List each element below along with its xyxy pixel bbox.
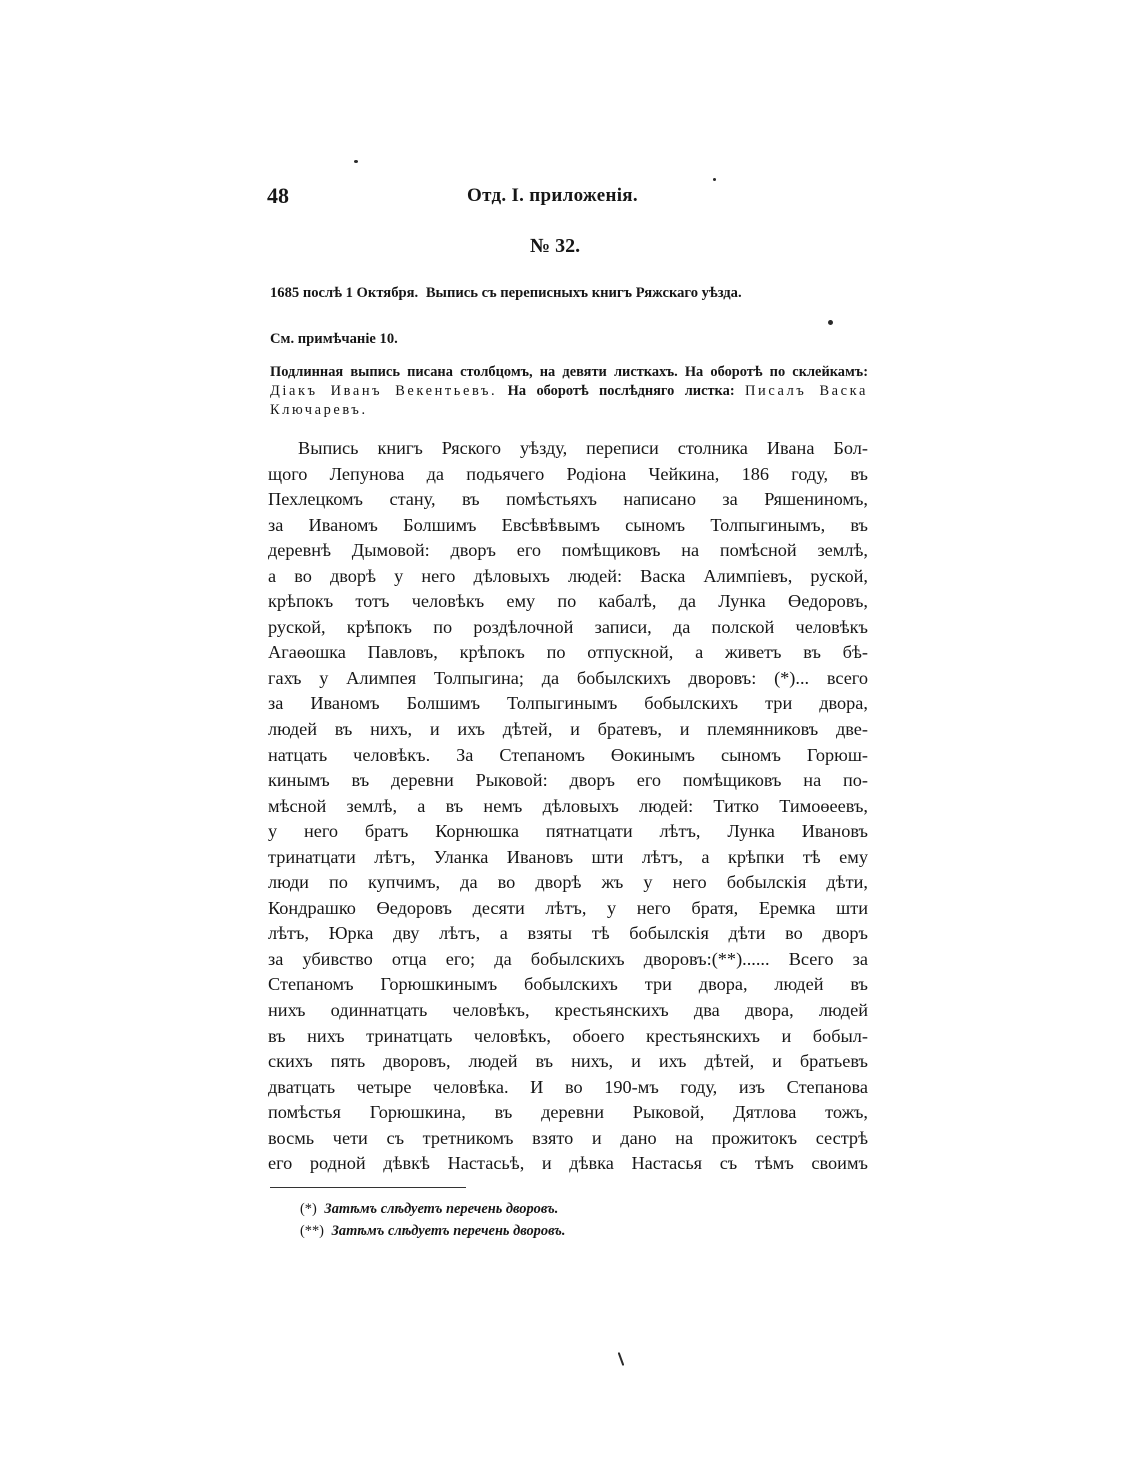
body-line: руской, крѣпокъ по роздѣлочной записи, да полской человѣкъ <box>268 616 868 637</box>
document-number: № 32. <box>530 235 581 257</box>
page-number: 48 <box>267 183 289 208</box>
body-line: натцать человѣкъ. За Степаномъ Өокинымъ сыномъ Горюш- <box>268 744 868 765</box>
note-reference: См. примѣчаніе 10. <box>270 331 398 347</box>
scan-speck <box>354 160 358 163</box>
body-line: Выпись книгъ Ряского уѣзду, переписи столника Ивана Бол- <box>298 438 868 458</box>
source-note-signature1: Діакъ Иванъ Векентьевъ. <box>270 383 498 399</box>
body-line: крѣпокъ тотъ человѣкъ ему по кабалѣ, да Лунка Өедоровъ, <box>268 591 868 612</box>
body-line: восмь чети съ третникомъ взято и дано на прожитокъ сестрѣ <box>268 1127 868 1148</box>
heading-date: 1685 послѣ 1 Октября. <box>270 285 419 301</box>
scan-speck <box>618 1352 625 1366</box>
body-line: въ нихъ тринатцать человѣкъ, обоего крестьянскихъ и бобыл- <box>268 1025 868 1046</box>
source-note-part2: На оборотѣ послѣдняго листка: <box>507 383 735 399</box>
body-line: за убивство отца его; да бобылскихъ дворовъ:(**)...... Всего за <box>268 948 868 969</box>
body-line: за Иваномъ Болшимъ Толпыгинымъ бобылскихъ три двора, <box>268 693 868 714</box>
footnote-text: Затѣмъ слѣдуетъ перечень дворовъ. <box>324 1201 559 1217</box>
body-line: кинымъ въ деревни Рыковой: дворъ его помѣщиковъ на по- <box>268 770 868 791</box>
body-line: у него братъ Корнюшка пятнатцати лѣтъ, Лунка Ивановъ <box>268 821 868 842</box>
running-head: Отд. I. приложенія. <box>467 185 638 206</box>
source-note <box>270 363 868 420</box>
scan-speck <box>713 178 716 181</box>
body-text <box>268 436 868 1177</box>
body-line: скихъ пять дворовъ, людей въ нихъ, и ихъ дѣтей, и братьевъ <box>268 1051 868 1072</box>
scan-speck <box>828 320 833 325</box>
body-line: тринатцати лѣтъ, Уланка Ивановъ шти лѣтъ, а крѣпки тѣ ему <box>268 846 868 867</box>
body-line: помѣстья Горюшкина, въ деревни Рыковой, Дятлова тожъ, <box>268 1102 868 1123</box>
body-line: а во дворѣ у него дѣловыхъ людей: Васка Алимпіевъ, руской, <box>268 565 868 586</box>
body-line: люди по купчимъ, да во дворѣ жъ у него бобылскія дѣти, <box>268 872 868 893</box>
body-line: за Иваномъ Болшимъ Евсѣвѣвымъ сыномъ Толпыгинымъ, въ <box>268 514 868 535</box>
body-line: деревнѣ Дымовой: дворъ его помѣщиковъ на помѣсной землѣ, <box>268 540 868 561</box>
footnote-mark: (*) <box>300 1201 317 1217</box>
footnote <box>300 1223 566 1240</box>
body-line: его родной дѣвкѣ Настасьѣ, и дѣвка Настасья съ тѣмъ своимъ <box>268 1153 868 1174</box>
body-line: щого Лепунова да подьячего Родіона Чейкина, 186 году, въ <box>268 463 868 484</box>
source-note-signature2: Писалъ Васка Ключаревъ. <box>270 383 868 418</box>
body-line: Степаномъ Горюшкинымъ бобылскихъ три двора, людей въ <box>268 974 868 995</box>
heading-title: Выпись съ переписныхъ книгъ Ряжскаго уѣзда. <box>425 285 742 301</box>
footnote-divider <box>270 1187 466 1188</box>
footnote-text: Затѣмъ слѣдуетъ перечень дворовъ. <box>331 1223 566 1239</box>
footnote-mark: (**) <box>300 1223 324 1239</box>
body-line: Агаөошка Павловъ, крѣпокъ по отпускной, а живетъ въ бѣ- <box>268 642 868 663</box>
body-line: гахъ у Алимпея Толпыгина; да бобылскихъ дворовъ: (*)... всего <box>268 667 868 688</box>
body-line: мѣсной землѣ, а въ немъ дѣловыхъ людей: Титко Тимоөеевъ, <box>268 795 868 816</box>
footnote <box>300 1201 558 1218</box>
document-heading <box>270 283 868 303</box>
body-line: Пехлецкомъ стану, въ помѣстьяхъ написано за Ряшениномъ, <box>268 489 868 510</box>
source-note-part1: Подлинная выпись писана столбцомъ, на девяти листкахъ. На оборотѣ по склейкамъ: <box>270 364 868 380</box>
body-line: дватцать четыре человѣка. И во 190-мъ году, изъ Степанова <box>268 1076 868 1097</box>
body-line: Кондрашко Өедоровъ десяти лѣтъ, у него братя, Еремка шти <box>268 897 868 918</box>
body-line: людей въ нихъ, и ихъ дѣтей, и братевъ, и племянниковъ две- <box>268 719 868 740</box>
body-line: нихъ одиннатцать человѣкъ, крестьянскихъ два двора, людей <box>268 1000 868 1021</box>
body-line: лѣтъ, Юрка дву лѣтъ, а взяты тѣ бобылскія дѣти во дворъ <box>268 923 868 944</box>
